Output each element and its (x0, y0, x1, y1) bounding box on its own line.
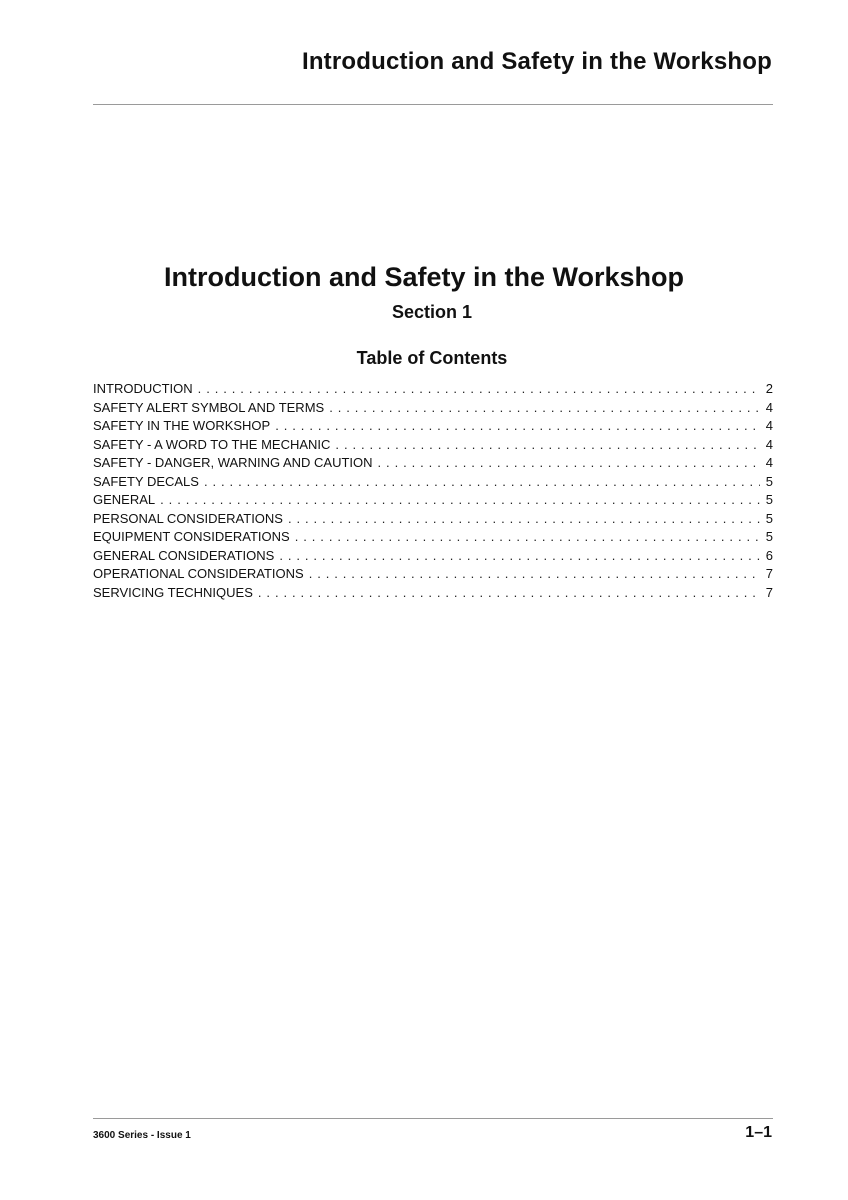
toc-entry-title: SERVICING TECHNIQUES (93, 584, 253, 600)
footer-page-number: 1–1 (745, 1124, 772, 1141)
toc-entry-title: SAFETY DECALS (93, 473, 199, 489)
footer-divider (93, 1118, 773, 1119)
dot-leader (335, 436, 760, 455)
running-header-title: Introduction and Safety in the Workshop (301, 48, 772, 75)
toc-entry-page: 5 (765, 510, 773, 526)
dot-leader (160, 491, 760, 510)
toc-entry-page: 5 (765, 492, 773, 507)
toc-entry-title: GENERAL (93, 492, 156, 507)
toc-heading: Table of Contents (356, 348, 508, 368)
toc-entry-title: SAFETY - A WORD TO THE MECHANIC (93, 436, 331, 452)
toc-entry[interactable] (93, 473, 773, 492)
dot-leader (288, 510, 760, 529)
toc-entry[interactable] (93, 417, 773, 436)
dot-leader (378, 454, 760, 473)
section-label: Section 1 (391, 302, 473, 322)
toc-entry[interactable] (93, 584, 773, 603)
toc-entry-page: 7 (765, 566, 773, 581)
toc-entry-page: 2 (765, 381, 773, 396)
toc-entry-page: 4 (765, 455, 773, 470)
toc-entry-title: OPERATIONAL CONSIDERATIONS (93, 566, 304, 581)
page-title: Introduction and Safety in the Workshop (163, 262, 684, 292)
toc-entry-page: 4 (765, 436, 773, 452)
toc-entry-page: 5 (765, 473, 773, 489)
toc-entry[interactable] (93, 399, 773, 418)
header-divider (93, 104, 773, 105)
toc-entry[interactable] (93, 380, 773, 399)
toc-entry-page: 4 (765, 399, 773, 415)
toc-entry-page: 6 (765, 547, 773, 563)
toc-entry-page: 7 (765, 584, 773, 600)
dot-leader (198, 380, 760, 399)
table-of-contents (93, 380, 773, 602)
toc-entry-title: SAFETY ALERT SYMBOL AND TERMS (93, 399, 325, 415)
dot-leader (275, 417, 760, 436)
toc-entry-title: GENERAL CONSIDERATIONS (93, 547, 275, 563)
dot-leader (204, 473, 760, 492)
toc-entry-title: SAFETY - DANGER, WARNING AND CAUTION (93, 455, 373, 470)
dot-leader (309, 565, 760, 584)
toc-entry-page: 4 (765, 418, 773, 433)
toc-entry[interactable] (93, 547, 773, 566)
dot-leader (279, 547, 760, 566)
dot-leader (258, 584, 760, 603)
dot-leader (329, 399, 760, 418)
toc-entry-title: EQUIPMENT CONSIDERATIONS (93, 529, 290, 544)
toc-entry[interactable] (93, 436, 773, 455)
toc-entry[interactable] (93, 510, 773, 529)
toc-entry[interactable] (93, 491, 773, 510)
toc-entry-title: SAFETY IN THE WORKSHOP (93, 418, 271, 433)
toc-entry-title: INTRODUCTION (93, 381, 193, 396)
toc-entry-page: 5 (765, 529, 773, 544)
footer-series-issue: 3600 Series - Issue 1 (93, 1130, 191, 1141)
dot-leader (295, 528, 760, 547)
toc-entry[interactable] (93, 454, 773, 473)
toc-entry[interactable] (93, 565, 773, 584)
toc-entry[interactable] (93, 528, 773, 547)
toc-entry-title: PERSONAL CONSIDERATIONS (93, 510, 283, 526)
